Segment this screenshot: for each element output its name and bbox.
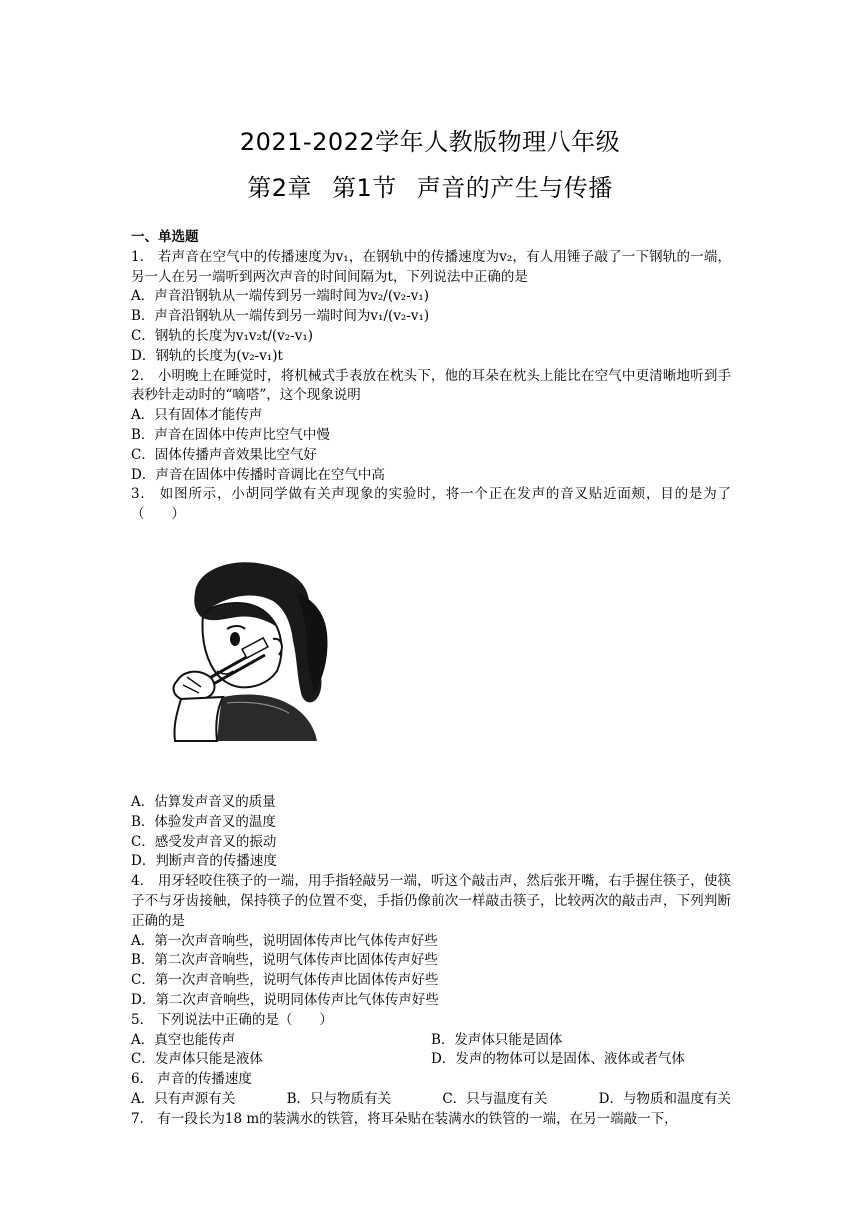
question-2-option-d: D．声音在固体中传播时音调比在空气中高 — [131, 466, 385, 483]
question-6-option-d: D．与物质和温度有关 — [598, 1090, 731, 1107]
question-4-stem: 4． 用牙轻咬住筷子的一端，用手指轻敲另一端，听这个敲击声，然后张开嘴，右手握住筷子，使筷子不与牙齿接触，保持筷子的位置不变，手指仍像前次一样敲击筷子，比较两次的敲击声，下列判断正确的是 — [131, 873, 731, 929]
chapter-heading — [0, 168, 860, 203]
question-3-stem: 3． 如图所示，小胡同学做有关声现象的实验时，将一个正在发声的音叉贴近面颊，目的是为了（ ） — [131, 486, 731, 523]
question-4-option-a: A．第一次声音响些，说明固体传声比气体传声好些 — [131, 932, 438, 949]
tuning-fork-illustration — [131, 525, 731, 793]
question-4-option-c: C．第一次声音响些，说明气体传声比固体传声好些 — [131, 972, 439, 989]
question-2-option-c: C．固体传播声音效果比空气好 — [131, 446, 317, 463]
question-4-option-d: D．第二次声音响些，说明同体传声比气体传声好些 — [131, 991, 439, 1008]
question-5-option-b: B．发声体只能是固体 — [431, 1031, 563, 1048]
question-6-option-c: C．只与温度有关 — [442, 1090, 548, 1107]
question-6-stem: 6． 声音的传播速度 — [131, 1071, 252, 1088]
question-5-option-a: A．真空也能传声 — [131, 1031, 236, 1048]
question-3-option-a: A．估算发声音叉的质量 — [131, 793, 276, 810]
question-1-option-a: A．声音沿钢轨从一端传到另一端时间为v₂/(v₂-v₁) — [131, 288, 430, 305]
question-2-stem: 2． 小明晚上在睡觉时，将机械式手表放在枕头下，他的耳朵在枕头上能比在空气中更清晰地听到手表秒针走动时的“嘀嗒”，这个现象说明 — [131, 367, 731, 404]
question-2-option-a: A．只有固体才能传声 — [131, 407, 263, 424]
question-6-option-a: A．只有声源有关 — [131, 1090, 236, 1107]
section-heading: 一、单选题 — [131, 229, 199, 245]
question-6-options — [131, 1090, 731, 1110]
question-3-option-b: B．体验发声音叉的温度 — [131, 813, 276, 830]
question-5-option-d: D．发声的物体可以是固体、液体或者气体 — [431, 1051, 685, 1068]
question-6-option-b: B．只与物质有关 — [286, 1090, 392, 1107]
question-5-stem: 5． 下列说法中正确的是（ ） — [131, 1011, 333, 1028]
question-1-option-b: B．声音沿钢轨从一端传到另一端时间为v₁/(v₂-v₁) — [131, 308, 430, 325]
question-5-option-c: C．发声体只能是液体 — [131, 1051, 263, 1068]
section-label: 第1节 — [332, 174, 397, 202]
question-1-option-c: C．钢轨的长度为v₁v₂t/(v₂-v₁) — [131, 327, 314, 344]
question-3-option-d: D．判断声音的传播速度 — [131, 853, 277, 870]
question-1-stem: 1． 若声音在空气中的传播速度为v₁，在钢轨中的传播速度为v₂，有人用锤子敲了一下钢轨的一端，另一人在另一端听到两次声音的时间间隔为t，下列说法中正确的是 — [131, 248, 731, 285]
question-2-option-b: B．声音在固体中传声比空气中慢 — [131, 426, 330, 443]
document-title: 2021-2022学年人教版物理八年级 — [239, 128, 621, 156]
question-7-stem: 7． 有一段长为18 m的装满水的铁管，将耳朵贴在装满水的铁管的一端，在另一端敲一下， — [131, 1110, 678, 1127]
topic-label: 声音的产生与传播 — [416, 174, 613, 202]
question-3-option-c: C．感受发声音叉的振动 — [131, 833, 277, 850]
question-list — [131, 228, 731, 1130]
girl-with-tuning-fork-image — [157, 553, 337, 743]
chapter-label: 第2章 — [247, 174, 312, 202]
question-4-option-b: B．第二次声音响些，说明气体传声比固体传声好些 — [131, 952, 438, 969]
question-5-options — [131, 1031, 731, 1071]
question-1-option-d: D．钢轨的长度为(v₂-v₁)t — [131, 347, 283, 364]
